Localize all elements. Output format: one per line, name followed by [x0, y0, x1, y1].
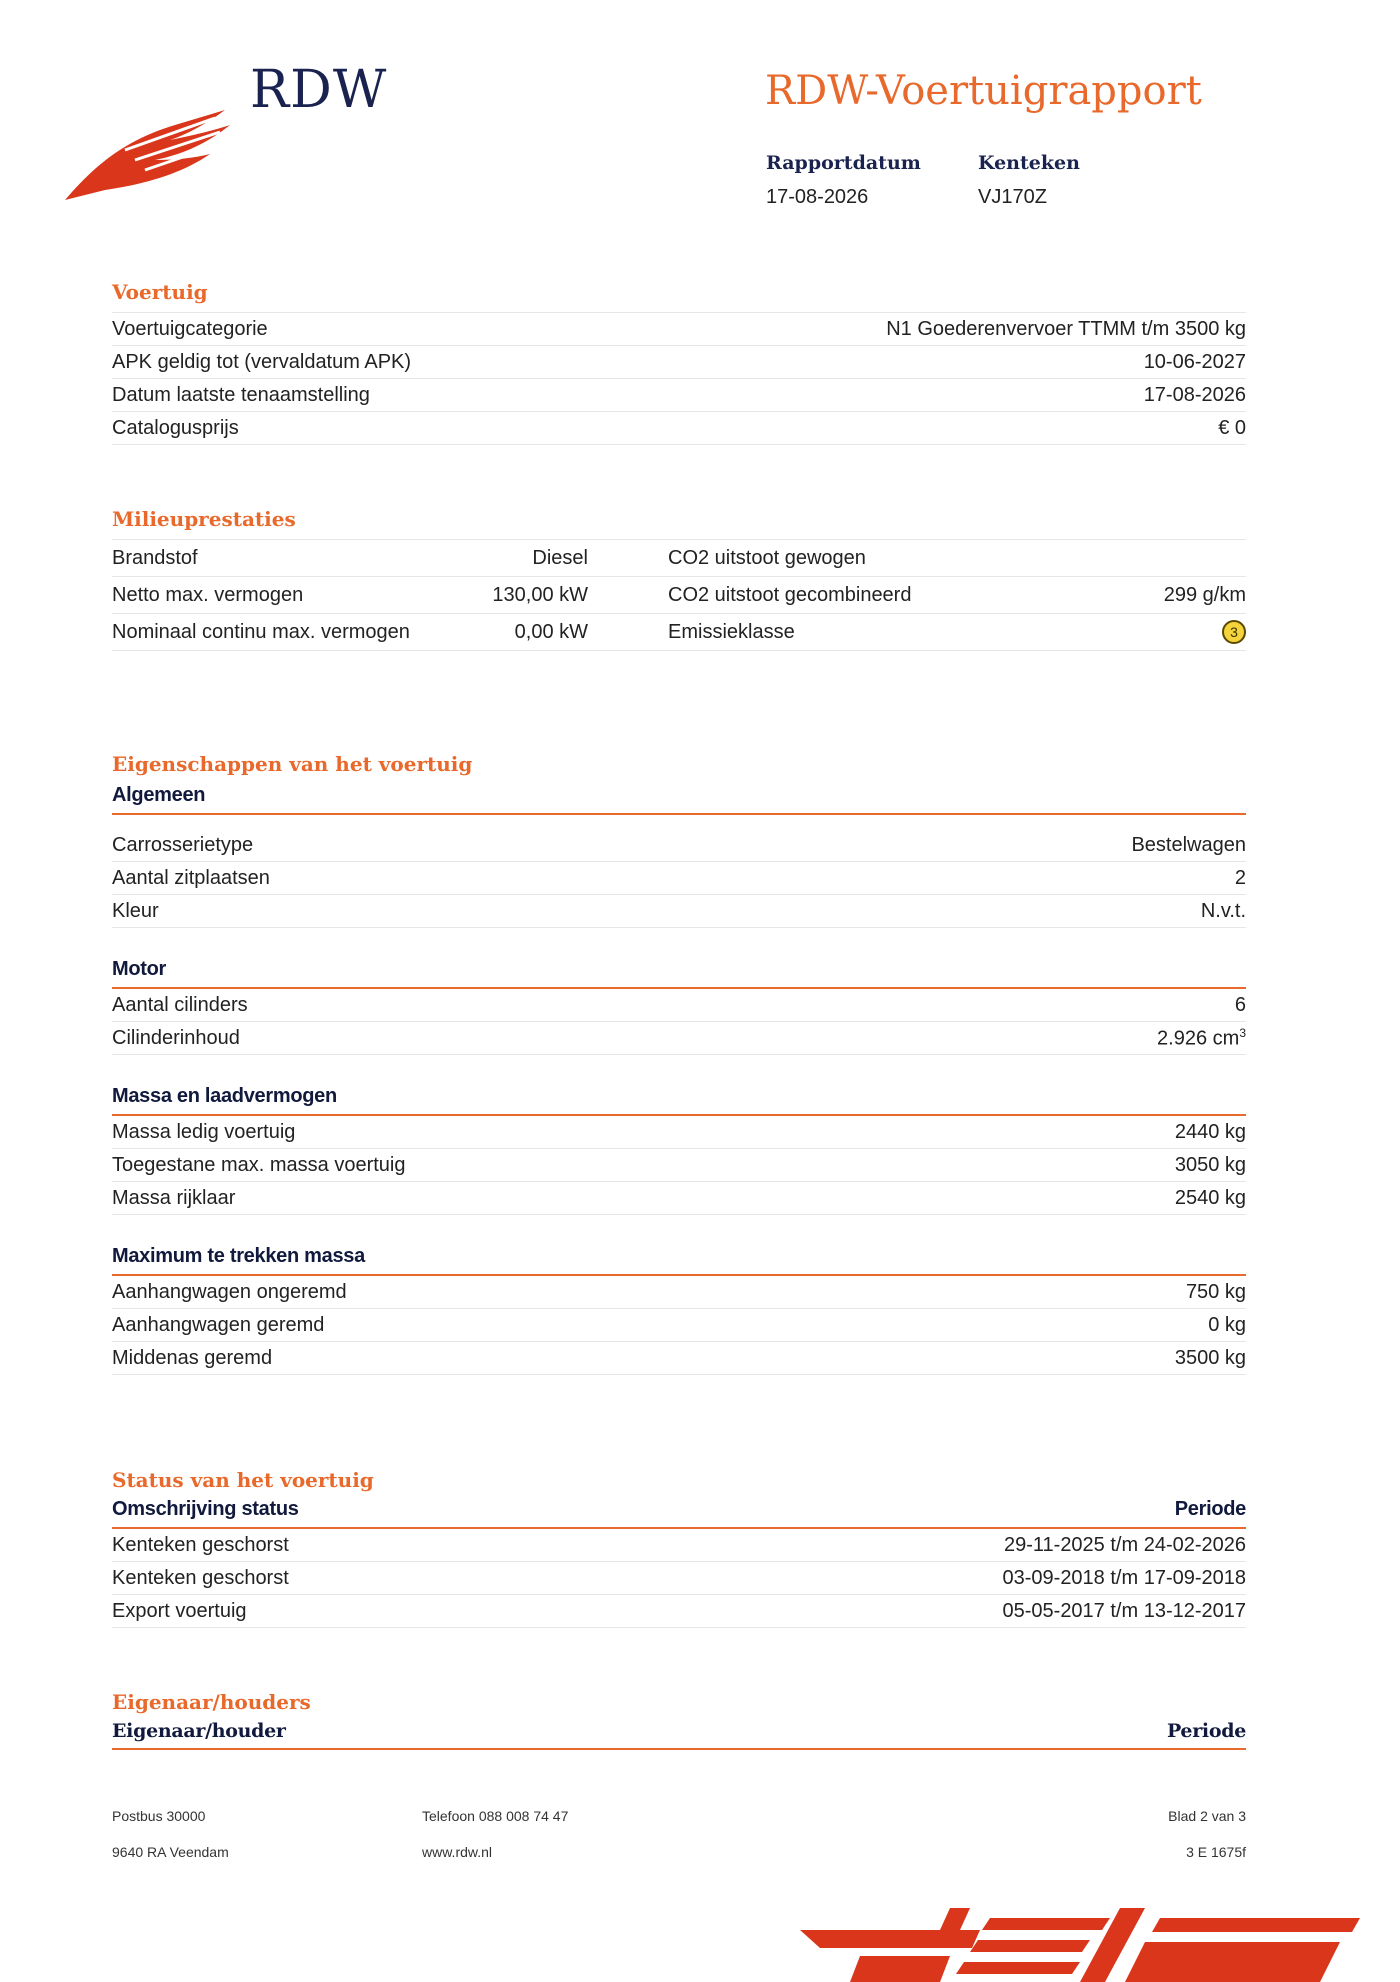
row-label: Voertuigcategorie	[112, 317, 268, 340]
footer-web: www.rdw.nl	[422, 1844, 493, 1860]
cell-value: 0,00 kW	[412, 614, 588, 651]
section-title: Milieuprestaties	[112, 507, 296, 531]
cell-label: CO2 uitstoot gewogen	[588, 539, 744, 577]
row-label: Kenteken geschorst	[112, 1566, 289, 1589]
section-eigenschappen	[112, 752, 1246, 1375]
column-header: Eigenaar/houder	[112, 1720, 286, 1742]
table-row	[112, 862, 1246, 895]
section-eigenaar	[112, 1690, 1246, 1750]
table-row	[112, 1342, 1246, 1375]
table-row	[112, 1116, 1246, 1149]
subsection-title	[112, 958, 1246, 989]
footer-code: 3 E 1675f	[1186, 1844, 1246, 1860]
subsection-label: Algemeen	[112, 784, 206, 806]
footer-page-number: Blad 2 van 3	[1168, 1808, 1246, 1824]
column-header: Periode	[1174, 1498, 1246, 1520]
cell-label: Netto max. vermogen	[112, 577, 412, 614]
section-title: Eigenschappen van het voertuig	[112, 752, 473, 776]
table-row	[112, 346, 1246, 379]
footer-contact	[422, 1798, 568, 1870]
table-row	[112, 989, 1246, 1022]
row-label: Aanhangwagen geremd	[112, 1313, 325, 1336]
cell-label: Brandstof	[112, 539, 412, 577]
row-value: 17-08-2026	[1143, 383, 1246, 406]
row-value: 2	[1234, 866, 1246, 889]
table-row	[112, 412, 1246, 445]
cell-label: Emissieklasse	[588, 614, 744, 651]
table-row	[112, 1529, 1246, 1562]
row-label: Carrosserietype	[112, 833, 254, 856]
row-label: Export voertuig	[112, 1599, 247, 1622]
row-value: N1 Goederenvervoer TTMM t/m 3500 kg	[886, 317, 1246, 340]
subsection-label: Motor	[112, 958, 167, 980]
cell-label: Nominaal continu max. vermogen	[112, 614, 412, 651]
milieu-grid	[112, 539, 1246, 651]
section-milieu	[112, 507, 1246, 651]
subsection-title	[112, 784, 1246, 815]
cell-value: 299 g/km	[744, 577, 1246, 614]
table-row	[112, 1022, 1246, 1055]
row-value: 2540 kg	[1174, 1186, 1246, 1209]
row-value: 10-06-2027	[1143, 350, 1246, 373]
footer-phone: Telefoon 088 008 74 47	[422, 1808, 569, 1824]
subsection-title	[112, 1245, 1246, 1276]
table-row	[112, 1562, 1246, 1595]
report-date-value: 17-08-2026	[766, 186, 869, 208]
row-label: Middenas geremd	[112, 1346, 273, 1369]
row-label: Datum laatste tenaamstelling	[112, 383, 370, 406]
row-value: 05-05-2017 t/m 13-12-2017	[1002, 1599, 1246, 1622]
row-value: 0 kg	[1208, 1313, 1246, 1336]
unit-superscript: 3	[1239, 1025, 1246, 1040]
table-row	[112, 1276, 1246, 1309]
section-voertuig	[112, 280, 1246, 445]
section-title: Eigenaar/houders	[112, 1690, 311, 1714]
section-title: Status van het voertuig	[112, 1468, 374, 1492]
table-row	[112, 312, 1246, 346]
plate-label: Kenteken	[978, 152, 1080, 174]
cell-value	[744, 614, 1246, 651]
subsection-title	[112, 1085, 1246, 1116]
table-row	[112, 1309, 1246, 1342]
footer-city: 9640 RA Veendam	[112, 1844, 229, 1860]
section-title: Voertuig	[112, 280, 208, 304]
row-value: Bestelwagen	[1131, 833, 1246, 856]
column-header: Periode	[1166, 1720, 1246, 1742]
cell-value: Diesel	[412, 539, 588, 577]
table-header	[112, 1498, 1246, 1529]
row-label: Toegestane max. massa voertuig	[112, 1153, 406, 1176]
decorative-stripes	[800, 1908, 1400, 1982]
document-title: RDW-Voertuigrapport	[765, 68, 1202, 114]
cell-value: 130,00 kW	[412, 577, 588, 614]
row-value: 6	[1234, 993, 1246, 1016]
table-row	[112, 895, 1246, 928]
rdw-wing-icon	[65, 90, 235, 200]
row-value: 750 kg	[1185, 1280, 1246, 1303]
row-label: Kleur	[112, 899, 159, 922]
row-label: Massa ledig voertuig	[112, 1120, 296, 1143]
cell-value	[744, 539, 1246, 577]
plate-block	[978, 152, 1080, 209]
column-header: Omschrijving status	[112, 1498, 299, 1520]
footer-postbus: Postbus 30000	[112, 1808, 206, 1824]
table-row	[112, 1182, 1246, 1215]
rdw-logo	[65, 60, 388, 180]
cell-label: CO2 uitstoot gecombineerd	[588, 577, 744, 614]
row-label: Catalogusprijs	[112, 416, 239, 439]
row-label: Massa rijklaar	[112, 1186, 236, 1209]
row-value-text: 2.926 cm	[1157, 1027, 1240, 1050]
footer-address	[112, 1798, 229, 1870]
logo-text: RDW	[250, 60, 388, 120]
plate-value: VJ170Z	[978, 186, 1047, 208]
row-label: Aantal zitplaatsen	[112, 866, 270, 889]
row-label: Cilinderinhoud	[112, 1026, 240, 1049]
row-value: € 0	[1218, 416, 1246, 439]
row-value: N.v.t.	[1200, 899, 1246, 922]
table-row	[112, 1595, 1246, 1628]
subsection-label: Maximum te trekken massa	[112, 1245, 365, 1267]
row-value: 3050 kg	[1174, 1153, 1246, 1176]
section-status	[112, 1468, 1246, 1628]
row-value: 3500 kg	[1174, 1346, 1246, 1369]
table-header	[112, 1720, 1246, 1750]
emission-class-badge: 3	[1222, 620, 1246, 644]
row-value: 03-09-2018 t/m 17-09-2018	[1002, 1566, 1246, 1589]
row-label: Aanhangwagen ongeremd	[112, 1280, 347, 1303]
subsection-label: Massa en laadvermogen	[112, 1085, 337, 1107]
row-label: Aantal cilinders	[112, 993, 248, 1016]
table-row	[112, 1149, 1246, 1182]
row-value: 29-11-2025 t/m 24-02-2026	[1003, 1533, 1246, 1556]
footer-page	[1046, 1798, 1246, 1870]
row-value	[1157, 1026, 1246, 1051]
table-row	[112, 379, 1246, 412]
report-date-label: Rapportdatum	[766, 152, 921, 174]
table-row	[112, 829, 1246, 862]
row-label: Kenteken geschorst	[112, 1533, 289, 1556]
report-date-block	[766, 152, 921, 209]
row-value: 2440 kg	[1174, 1120, 1246, 1143]
row-label: APK geldig tot (vervaldatum APK)	[112, 350, 412, 373]
